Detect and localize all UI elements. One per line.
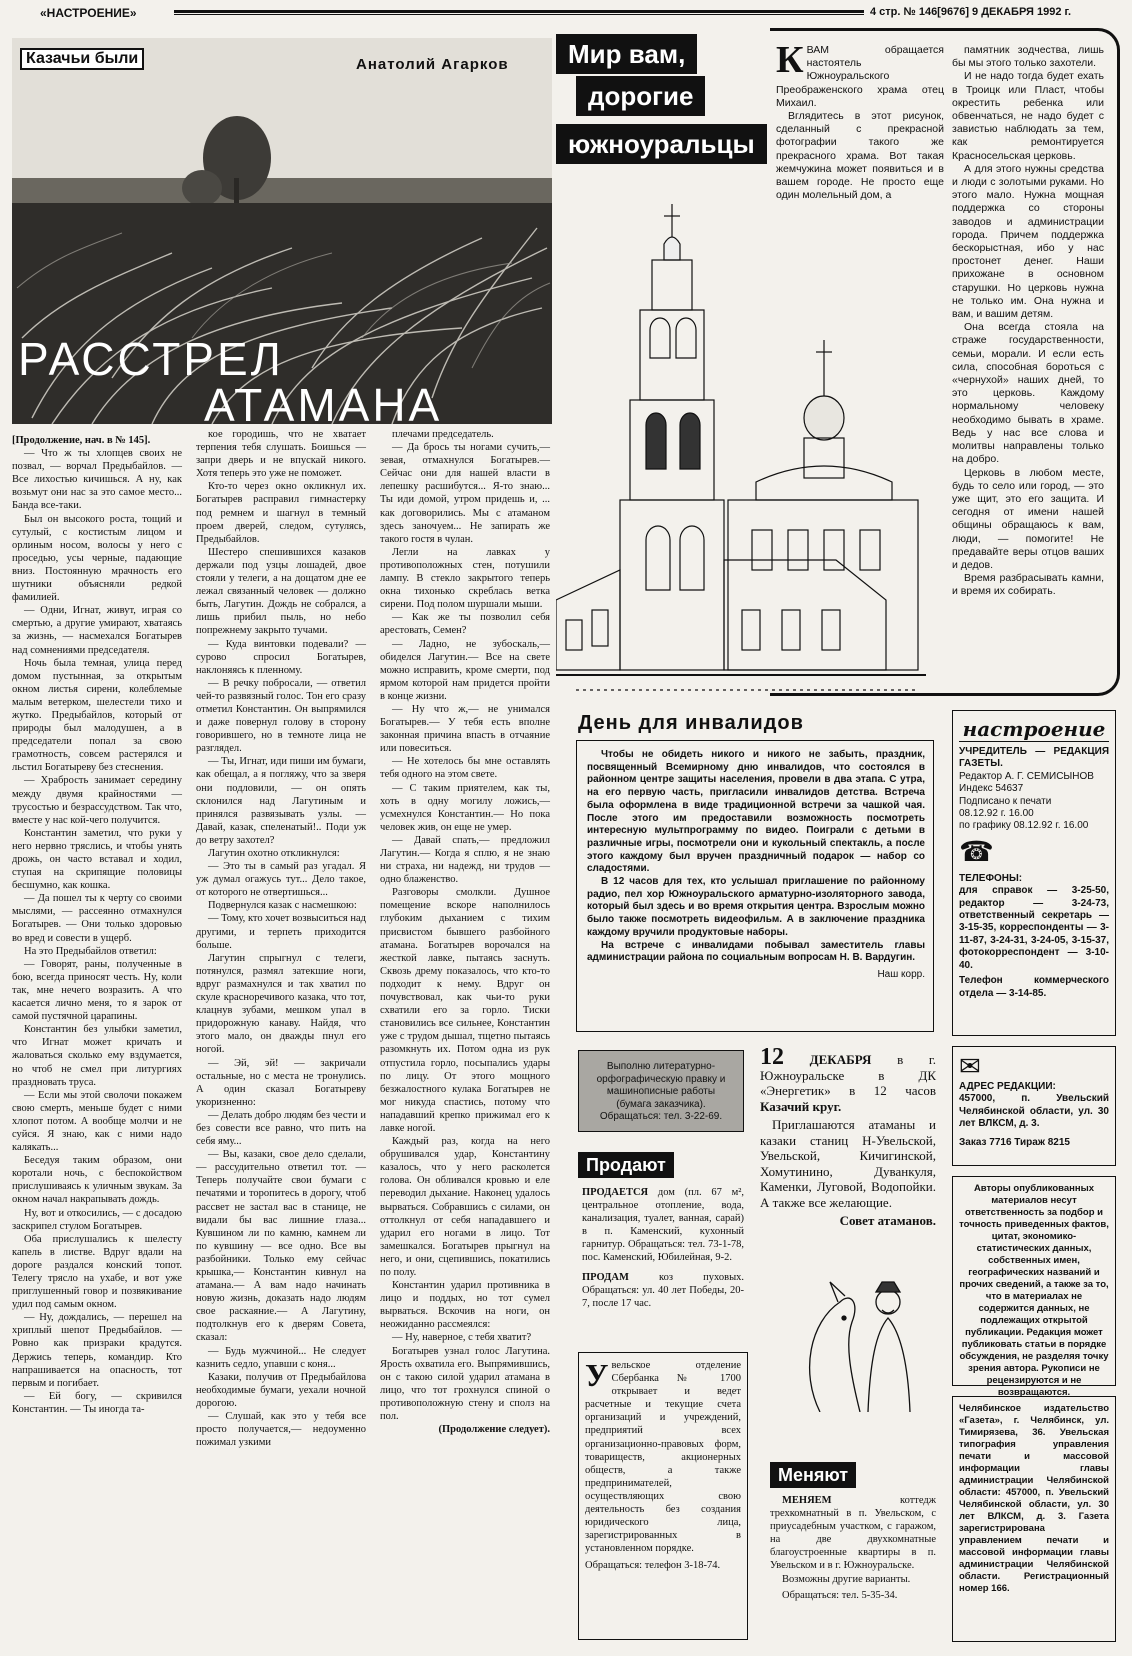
greeting-paragraph: ВАМ обращается настоятель Южноуральского Преображенского храма отец Михаил.	[776, 44, 944, 109]
story-paragraph: кое городишь, что не хватает терпения тебя слушать. Боишься — запри дверь и не впускай никого. Хотя теперь это уже не поможет.	[196, 429, 366, 480]
disclaimer-box	[952, 1176, 1116, 1398]
story-paragraph: — Слушай, как это у тебя все просто получается,— недоуменно пожимал узкими	[196, 1411, 366, 1449]
cossack-notice-text	[760, 1044, 936, 1114]
masthead-box	[952, 710, 1116, 1036]
story-paragraph: — Куда винтовки подевали? — сурово спросил Богатырев, наклоняясь к пленному.	[196, 638, 366, 676]
greeting-paragraph: Она всегда стояла на страже государственности, семьи, морали. И если есть сила, способная бороться с «чернухой» наших дней, то это церковь. Каждому нормальному человеку необходимо бывать в храме. Ведь у нас все слова и молитвы направлены только на добро.	[952, 321, 1104, 466]
story-paragraph: — Храбрость занимает середину между двумя крайностями — трусостью и безрассудством. Так что, вместе у нас кой-чего получится.	[12, 775, 182, 826]
invalid-signature: Наш корр.	[877, 968, 925, 980]
invalid-day-title: День для инвалидов	[578, 712, 804, 734]
greeting-paragraph: Время разбрасывать камни, и время их собирать.	[952, 572, 1104, 598]
story-paragraph: Был он высокого роста, тощий и сутулый, с костистым лицом и орлиным носом, волосы у него с проседью, усы черные, падающие вниз. Постоянную мрачность его шутники объясняли редкой фамилией.	[12, 513, 182, 604]
bank-ad	[578, 1352, 748, 1640]
story-paragraph: Кто-то через окно окликнул их. Богатырев расправил гимнастерку под ремнем и шагнул в темный проем дверей, следом, сутулясь, Предыбайлов.	[196, 481, 366, 545]
proofreading-ad	[578, 1050, 744, 1132]
sell-item-1	[582, 1186, 744, 1265]
story-paragraph: (Продолжение следует).	[438, 1424, 550, 1436]
greeting-paragraph: А для этого нужны средства и люди с золотыми руками. Но этого мало. Нужна мощная поддержка со стороны заводов и администрации города. Причем поддержка бескорыстная, ибо у нас простонет денег. Наши прихожане в основном старушки. Но церковь нужна не только им. Она нужна и вам, и вашим детям.	[952, 162, 1104, 321]
headline-line-1: РАССТРЕЛ	[18, 333, 284, 385]
story-paragraph: Константин ударил противника в лицо и поддых, но тот сумел вырваться. Вскочив на ноги, он неожиданно рассмеялся:	[380, 1280, 550, 1331]
story-column-1	[12, 434, 182, 1416]
greeting-title-line-2: дорогие	[576, 76, 705, 116]
story-paragraph: — Что ж ты хлопцев своих не позвал, — ворчал Предыбайлов. — Все лихостью кичишься. А ну, как возьмут они нас за это самое место... Банда все-таки.	[12, 448, 182, 512]
story-paragraph: Лагутин охотно откликнулся:	[208, 848, 340, 859]
masthead-signed: Подписано к печати	[959, 795, 1052, 807]
story-paragraph: Оба прислушались к шелесту капель в листве. Вдруг вдали на дороге раздался конский топот. Телегу трясло на ухабе, и вот уже приглушенный говор и позвякивание удил под самым окном.	[12, 1233, 182, 1311]
masthead-editor: Редактор А. Г. СЕМИСЫНОВ	[959, 770, 1094, 782]
bank-dropcap: У	[585, 1357, 609, 1393]
invalid-day-paragraph: На встрече с инвалидами побывал заместитель главы администрации района по социальным вопросам Н. В. Вардугин.	[587, 939, 925, 964]
address-text: 457000, п. Увельский Челябинской области, ул. 30 лет ВЛКСМ, д. 3.	[959, 1093, 1109, 1130]
story-paragraph: — В речку побросали, — ответил чей-то развязный голос. Тон его сразу отметил Константин. Он выпрямился и даже повернул голову в сторону говорившего, но в темноте лица не разглядел.	[196, 677, 366, 755]
issue-info: 4 стр. № 146[9676] 9 ДЕКАБРЯ 1992 г.	[870, 6, 1072, 18]
cossack-date-month: ДЕКАБРЯ	[809, 1052, 872, 1067]
story-paragraph: — Ладно, не зубоскаль,— обиделся Лагутин.— Все на свете можно исправить, кроме смерти, под ярмом которой нам придется пройти в конце жизни.	[380, 638, 550, 702]
story-paragraph: Ночь была темная, улица перед домом пустынная, за открытым окном листья сирени, колеблемые малым ветерком, шелестели тихо и жутко. Предыбайлов, который от природы был малодушен, а в председатели попал за свою грамотность, совсем растерялся и льстил Богатыреву без стеснения.	[12, 657, 182, 774]
masthead-index: Индекс 54637	[959, 783, 1024, 795]
story-paragraph: плечами председатель.	[392, 429, 494, 440]
story-paragraph: — Не хотелось бы мне оставлять тебя одного на этом свете.	[380, 756, 550, 781]
invalid-day-paragraph: В 12 часов для тех, кто услышал приглашение по районному радио, пел хор Южноуральского арматурно-изоляторного завода, который был здесь и во время открытия центра. Взрослым можно было также посмотреть видеофильм. А в заключение праздника каждому вручили продуктовые наборы.	[587, 876, 925, 938]
story-paragraph: Беседуя таким образом, они коротали ночь, с беспокойством прислушиваясь к уличным звукам. За окном начал накрапывать дождь.	[12, 1155, 182, 1206]
phones-title: ТЕЛЕФОНЫ:	[959, 872, 1023, 884]
story-paragraph: — Да брось ты ногами сучить,— зевая, отмахнулся Богатырев.— Сейчас они для нашей власти в лепешку расшибутся... Я-то знаю... Ты иди домой, утром придешь и, ... как договорились. Мы с атаманом здесь заночуем... Не запирать же такого гостя в чулан.	[380, 442, 550, 545]
author-name: Анатолий Агарков	[356, 56, 509, 73]
story-paragraph: Богатырев узнал голос Лагутина. Ярость охватила его. Выпрямившись, он с такою силой ударил атамана в лицо, что тот грохнулся спиной о противоположную стену и сполз на пол.	[380, 1345, 550, 1423]
bank-text: вельское отделение Сбербанка № 1700 открывает и ведет расчетные и текущие счета организаций и учреждений, предприятий всех организационно-правовых форм, товариществ, акционерных обществ, а также предпринимателей, осуществляющих свою деятельность без создания юридического лица, зарегистрированных в установленном порядке.	[585, 1360, 741, 1555]
story-paragraph: [Продолжение, нач. в № 145].	[12, 435, 151, 446]
story-paragraph: Лагутин спрыгнул с телеги, потянулся, размял затекшие ноги, вдруг размахнулся и так хватил по скуле красноречивого казака, что тот, клацнув зубами, мешком упал в придорожную канаву. Найдя, что этого мало, он дважды пнул его ногой.	[196, 952, 366, 1056]
story-paragraph: — Эй, эй! — закричали остальные, но с места не тронулись. А один сказал Богатыреву укоризненно:	[196, 1057, 366, 1108]
cossack-circle-notice	[760, 1044, 936, 1228]
story-paragraph: Шестеро спешившихся казаков держали под узцы лошадей, двое стояли у телеги, а на дощатом дне ее лежал связанный человек — должно быть, Лагутин. Дождь не собрался, а лишь прибил пыль, но небо попрежнему закрыто тучами.	[196, 546, 366, 637]
story-column-3	[380, 428, 550, 1436]
exchange-label: Меняют	[770, 1462, 856, 1488]
exchange-ad	[770, 1494, 936, 1602]
sell-label: Продают	[578, 1152, 674, 1178]
ad-department-phone: Телефон коммерческого отдела — 3-14-85.	[959, 975, 1109, 999]
proofreading-ad-text: Выполню литературно-орфографическую правку и машинописные работы (бумага заказчика). Обращаться: тел. 3-22-69.	[596, 1061, 726, 1122]
story-paragraph: Константин без улыбки заметил, что Игнат может кричать и жаловаться сколько ему вздумается, но чтоб не смел при литургиях праздновать труса.	[12, 1024, 182, 1088]
story-paragraph: Подвернулся казак с насмешкою:	[208, 900, 357, 912]
exchange-lead: МЕНЯЕМ	[782, 1495, 832, 1506]
story-paragraph: — Если мы этой сволочи покажем свою смерть, меньше будет с ними хлопот потом. А вообще молчи и не суйся. Я знаю, как с ними надо калякать...	[12, 1089, 182, 1154]
sell-item-1-text: дом (пл. 67 м², центральное отопление, вода, канализация, туалет, ванная, сарай) в п. Каменский, кухонный гарнитур. Обращаться: тел. 73-1-78, пос. Каменский, Юбилейная, 9-2.	[582, 1187, 745, 1264]
exchange-text	[770, 1494, 936, 1573]
story-paragraph: — Одни, Игнат, живут, играя со смертью, а другие умирают, хватаясь за жизнь, — насмехался Богатырев над сомнениями председателя.	[12, 605, 182, 656]
headline-line-2: АТАМАНА	[204, 379, 443, 431]
greeting-paragraph: Вглядитесь в этот рисунок, сделанный с прекрасной фотографии такого же прекрасного храма. Вот такая жемчужина может появиться и в вашем городе. Не просто еще один молельный дом, а	[776, 110, 944, 202]
story-paragraph: — Говорят, раны, полученные в бою, всегда приносят честь. Ну, коли так, мне нечего возразить. А что касается лично меня, то я зарок от самой пустячной царапины.	[12, 958, 182, 1023]
section-name: «НАСТРОЕНИЕ»	[40, 6, 137, 20]
story-paragraph: — Ты, Игнат, иди пиши им бумаги, как обещал, а я погляжу, что за зверя они подловили, — он опять склонился над Лагутиным и принялся развязывать узлы. — Давай, казак, спеленатый!.. Поди уж до ветру захотел?	[196, 756, 366, 846]
story-paragraph: — Давай спать,— предложил Лагутин.— Когда я сплю, я не знаю ни страха, ни надежд, ни трудов — одно блаженство.	[380, 834, 550, 886]
exchange-body: коттедж трехкомнатный в п. Увельском, с приусадебным участком, с гаражом, на две двухкомнатные благоустроенные квартиры в п. Увельском и в г. Южноуральске.	[770, 1495, 936, 1572]
story-paragraph: — Делать добро людям без чести и без совести все равно, что пить на себя яму...	[196, 1109, 366, 1148]
greeting-dropcap: К	[776, 39, 804, 81]
cossack-venue: в г. Южноуральске в ДК «Энергетик» в 12 часов	[760, 1052, 936, 1098]
greeting-column-2	[952, 44, 1104, 599]
publisher-box	[952, 1396, 1116, 1642]
phones-list: для справок — 3-25-50, редактор — 3-24-73, ответственный секретарь — 3-15-35, корреспонденты — 3-11-87, 3-24-31, 3-24-05, 3-15-37, фотокорреспондент — 3-10-40.	[959, 885, 1109, 971]
order-circulation: Заказ 7716 Тираж 8215	[959, 1136, 1070, 1148]
story-paragraph: Ну, вот и откосились, — с досадою заскрипел стулом Богатырев.	[12, 1207, 182, 1232]
story-paragraph: — Тому, кто хочет возвыситься над другими, и терпеть приходится больше.	[196, 913, 366, 951]
story-paragraph: — Да пошел ты к черту со своими мыслями, — рассеянно отмахнулся Богатырев. — Они только здоровью во вред и совести в ущерб.	[12, 893, 182, 944]
exchange-contact: Обращаться: тел. 5-35-34.	[782, 1589, 898, 1601]
story-paragraph: — Ей богу, — скривился Константин. — Ты иногда та-	[12, 1390, 182, 1415]
story-paragraph: Константин заметил, что руки у него нервно тряслись, и чтобы унять дрожь, он часто вставал и ходил, ступая на скрипящие половицы бесшумно, как кошка.	[12, 827, 182, 892]
invalid-day-box	[576, 740, 934, 1032]
story-paragraph: — Ну, наверное, с тебя хватит?	[392, 1332, 532, 1344]
cossack-invite: Приглашаются атаманы и казаки станиц Н-Увельской, Увельской, Кичигинской, Хомутинино, Дуванкуля, Каменки, Луговой, Водопойки. А также все желающие.	[760, 1117, 936, 1210]
telephone-icon: ☎	[959, 836, 994, 868]
sell-item-2	[582, 1271, 744, 1310]
publisher-text: Челябинское издательство «Газета», г. Челябинск, ул. Тимирязева, 36. Увельская типография управления печати и массовой информации главы администрации Челябинской области: 457000, п. Увельский Челябинской области, ул. 30 лет ВЛКСМ, д. 3. Газета зарегистрирована управлением печати и массовой информации главы администрации Челябинской области. Регистрационный номер 166.	[959, 1403, 1109, 1594]
greeting-paragraph: И не надо тогда будет ехать в Троицк или Пласт, чтобы окрестить ребенка или обвенчаться, не надо будет с завистью наблюдать за тем, как ремонтируется Красносельская церковь.	[952, 70, 1104, 162]
church-drawing	[556, 200, 946, 705]
story-paragraph: Казаки, получив от Предыбайлова необходимые бумаги, уехали ночной дорогою.	[196, 1371, 366, 1409]
sell-item-1-lead: ПРОДАЕТСЯ	[582, 1187, 649, 1198]
greeting-paragraph: Церковь в любом месте, будь то село или город, — это уже щит, это его защита. И сегодня от имени нашей общины обращаюсь к вам, люди, — помогите! Не предавайте веры отцов ваших и дедов.	[952, 466, 1104, 571]
cossack-horse-drawing	[790, 1262, 930, 1412]
story-paragraph: На это Предыбайлов ответил:	[24, 945, 157, 957]
disclaimer-text: Авторы опубликованных материалов несут ответственность за подбор и точность приведенных фактов, цитат, экономико-статистических данных, собственных имен, географических названий и прочих сведений, а также за то, что в материалах не содержится данных, не подлежащих открытой публикации. Редакция может публиковать статьи в порядке обсуждения, не разделяя точку зрения автора. Рукописи не рецензируются и не возвращаются.	[959, 1183, 1109, 1398]
story-paragraph: Разговоры смолкли. Душное помещение вскоре наполнилось глубоким дыханием с тихим присвистом бывшего разбойного атамана. Богатырев ворочался на жесткой лавке, пытаясь заснуть. Сквозь дрему показалось, что кто-то подходит к нему. Вдруг он почувствовал, как чьи-то руки схватили его за горло. Тиски становились все сильнее, Константин уже с трудом дышал, тщетно пытаясь разомкнуть их. Потом одна из рук отпустила горло, посыпались удары по лицу. От этого мощного безжалостного кулака Богатырев не мог никуда спастись, потому что нападавший крепко прижимал его к лавке ногой.	[380, 887, 550, 1134]
masthead-signed-date: 08.12.92 г. 16.00	[959, 808, 1034, 820]
masthead-logo: настроение	[959, 717, 1109, 742]
invalid-day-paragraph: Чтобы не обидеть никого и никого не забыть, праздник, посвященный Всемирному дню инвалидов, что состоялся в районном центре защиты населения, провели в два этапа. С утра, на его первую часть, пригласили инвалидов детства. Встреча была оформлена в виде традиционной встречи за чашкой чая. После этого им предоставили возможность посмотреть интересную мультпрограмму по видео. Поиграли с детьми в различные игры, посмотрели они и кукольный спектакль, а после этого каждому был вручен праздничный подарок — набор со сладостями.	[587, 749, 925, 875]
exchange-variants: Возможны другие варианты.	[782, 1573, 911, 1585]
sell-ads	[582, 1186, 744, 1310]
cossack-date: 12	[760, 1044, 784, 1070]
address-title: АДРЕС РЕДАКЦИИ:	[959, 1081, 1056, 1092]
header-rule	[174, 10, 864, 15]
greeting-paragraph: памятник зодчества, лишь бы мы этого только захотели.	[952, 44, 1104, 70]
story-paragraph: — Ну что ж,— не унимался Богатырев.— У тебя есть вполне законная причина впасть в отчаяние или повеситься.	[380, 703, 550, 755]
sell-item-2-lead: ПРОДАМ	[582, 1271, 629, 1283]
sell-item-2-text: коз пуховых. Обращаться: ул. 40 лет Победы, 20-7, после 17 час.	[582, 1271, 744, 1309]
story-paragraph: — Ну, дождались, — перешел на хриплый шепот Предыбайлов. — Ровно как призраки крадутся. Держись теперь, командир. Кто напрашивается на опасность, тот первым и погибает.	[12, 1312, 182, 1389]
envelope-icon: ✉	[959, 1052, 981, 1081]
story-column-2	[196, 428, 366, 1449]
story-paragraph: Легли на лавках у противоположных стен, потушили лампу. В стекло закрытого теперь окна тихонько скреблась ветка сирени. Под полом шуршали мыши.	[380, 546, 550, 611]
cossack-event: Казачий круг.	[760, 1098, 842, 1114]
greeting-title-line-1: Мир вам,	[556, 34, 697, 74]
story-paragraph: — Это ты в самый раз угадал. Я уж думал огажусь тут... Дело такое, от которого не отвертишься...	[196, 861, 366, 899]
bank-contact: Обращаться: телефон 3-18-74.	[585, 1560, 721, 1572]
story-paragraph: — Как же ты позволил себя арестовать, Семен?	[380, 612, 550, 637]
story-paragraph: Каждый раз, когда на него обрушивался удар, Константину казалось, что у него расколется голова. Он обливался кровью и еле переводил дыхание. Наконец удалось вырваться. Собравшись с силами, он оттолкнул от себя нападавшего и ударил его ногами в лицо. Тот замешкался. Богатырев прыгнул на него, и они, сцепившись, покатились по полу.	[380, 1136, 550, 1278]
greeting-title-line-3: южноуральцы	[556, 124, 767, 164]
rubric-label: Казачьи были	[20, 48, 144, 70]
cossack-signature: Совет атаманов.	[839, 1213, 936, 1228]
greeting-column-1	[776, 39, 944, 202]
masthead-founder: УЧРЕДИТЕЛЬ — РЕДАКЦИЯ ГАЗЕТЫ.	[959, 746, 1109, 770]
story-paragraph: — Будь мужчиной... Не следует казнить седло, упавши с коня...	[196, 1345, 366, 1370]
story-paragraph: — С таким приятелем, как ты, хоть в одну могилу ложись,— усмехнулся Константин.— Но пока человек жив, он еще не умер.	[380, 782, 550, 833]
masthead-schedule: по графику 08.12.92 г. 16.00	[959, 820, 1089, 832]
story-paragraph: — Вы, казаки, свое дело сделали, — рассудительно ответил тот. — Теперь получайте свои бумаги с печатями и торопитесь в дорогу, чтоб рассвет не застал вас в станице, не видали бы вас лишние глаза... Кувшином ли по камню, камнем ли по кувшину — все одно. Все вы разбойники. Только ему сейчас крышка,— Константин кивнул на атамана.— А вам надо начинать новую жизнь, доказать надо людям свое раскаяние.— А Лагутину, подтолкнув его к дверям Совета, сказал:	[196, 1149, 366, 1344]
address-box	[952, 1046, 1116, 1166]
